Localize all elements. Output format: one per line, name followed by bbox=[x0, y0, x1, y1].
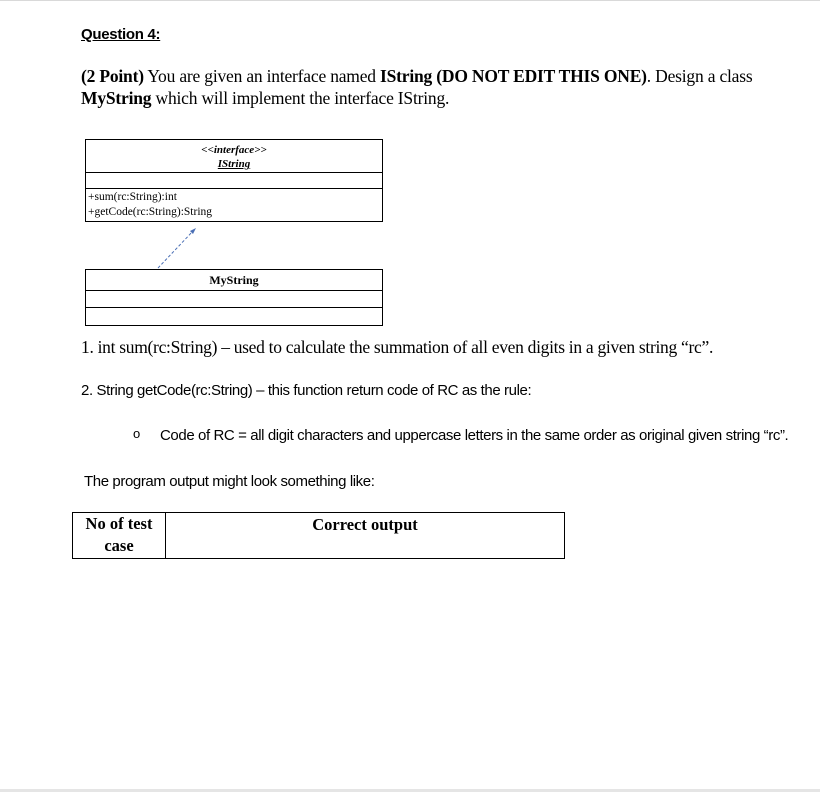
question-heading: Question 4: bbox=[81, 26, 161, 43]
output-table bbox=[72, 512, 565, 559]
uml-divider bbox=[86, 172, 382, 173]
uml-divider bbox=[86, 290, 382, 291]
class-name: MyString bbox=[81, 88, 152, 108]
uml-stereotype: <<interface>> bbox=[201, 144, 267, 156]
uml-divider bbox=[86, 307, 382, 308]
table-header-cell: Correct output bbox=[166, 513, 565, 559]
intro-text-3: which will implement the interface IString. bbox=[151, 88, 450, 108]
table-header-cell: No of test case bbox=[73, 513, 166, 559]
realization-arrow bbox=[150, 222, 200, 272]
uml-operation: +sum(rc:String):int bbox=[88, 191, 177, 203]
uml-interface-box bbox=[85, 139, 383, 222]
intro-text-2: . Design a class bbox=[646, 66, 753, 86]
uml-operation: +getCode(rc:String):String bbox=[88, 206, 213, 218]
requirement-2: 2. String getCode(rc:String) – this function return code of RC as the rule: bbox=[81, 382, 532, 399]
points-label: (2 Point) bbox=[81, 66, 144, 86]
uml-class-name: MyString bbox=[209, 273, 259, 287]
uml-interface-name: IString bbox=[217, 158, 251, 170]
requirement-1: 1. int sum(rc:String) – used to calculate the summation of all even digits in a given string “rc”. bbox=[81, 337, 714, 357]
page-top-border bbox=[0, 0, 820, 1]
interface-name: IString (DO NOT EDIT THIS ONE) bbox=[380, 66, 647, 86]
bullet-icon: o bbox=[133, 426, 141, 441]
uml-divider bbox=[86, 188, 382, 189]
code-rule-text: Code of RC = all digit characters and uppercase letters in the same order as original given string “rc”. bbox=[160, 427, 789, 444]
question-intro bbox=[81, 65, 781, 109]
intro-text-1: You are given an interface named bbox=[143, 66, 381, 86]
table-row bbox=[73, 513, 565, 559]
uml-class-box bbox=[85, 269, 383, 326]
output-intro: The program output might look something like: bbox=[84, 473, 375, 490]
